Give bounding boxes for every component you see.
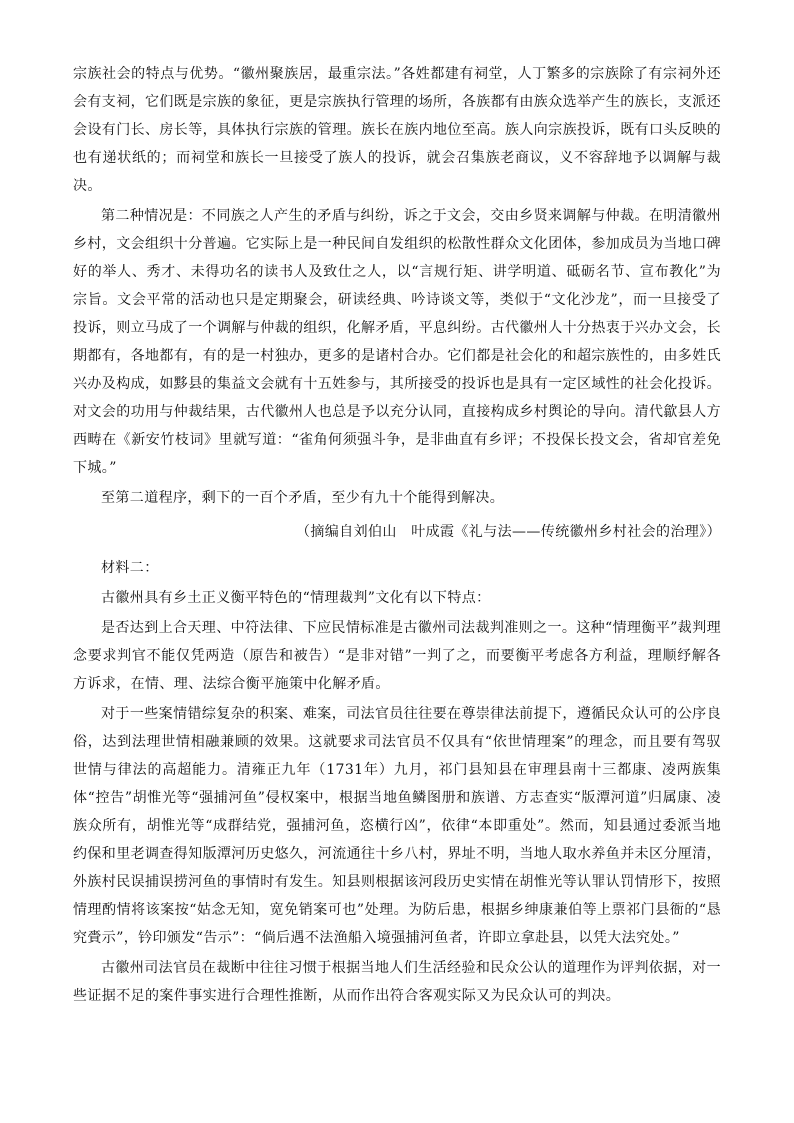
paragraph-second-procedure: 至第二道程序，剩下的一百个矛盾，至少有九十个能得到解决。 xyxy=(101,490,505,506)
paragraph-wenhui: 第二种情况是：不同族之人产生的矛盾与纠纷，诉之于文会，交由乡贤来调解与仲裁。在明清徽州乡村，文会组织十分普遍。它实际上是一种民间自发组织的松散性群众文化团体，参加成员为当地口碑好的举人、秀才、未得功名的读书人及致仕之人，以“言规行矩、讲学明道、砥砺名节、宣布教化”为宗旨。文会平常的活动也只是定期聚会，研读经典、吟诗谈文等，类似于“文化沙龙”，而一旦接受了投诉，则立马成了一个调解与仲裁的组织，化解矛盾，平息纠纷。古代徽州人十分热衷于兴办文会，长期都有，各地都有，有的是一村独办，更多的是诸村合办。它们都是社会化的和超宗族性的，由多姓氏兴办及构成，如黟县的集益文会就有十五姓参与，其所接受的投诉也是具有一定区域性的社会化投诉。对文会的功用与仲裁结果，古代徽州人也总是予以充分认同，直接构成乡村舆论的导向。清代歙县人方西畴在《新安竹枝词》里就写道：“雀角何须强斗争，是非曲直有乡评；不投保长投文会，省却官差免下城。” xyxy=(73,208,721,476)
material-two-heading: 材料二： xyxy=(101,560,159,576)
paragraph-clan-society: 宗族社会的特点与优势。“徽州聚族居，最重宗法。”各姓都建有祠堂，人丁繁多的宗族除了有宗祠外还会有支祠，它们既是宗族的象征，更是宗族执行管理的场所，各族都有由族众选举产生的族长，支派还会设有门长、房长等，具体执行宗族的管理。族长在族内地位至高。族人向宗族投诉，既有口头反映的也有递状纸的；而祠堂和族长一旦接受了族人的投诉，就会召集族老商议，义不容辞地予以调解与裁决。 xyxy=(73,66,721,194)
document-page xyxy=(73,60,721,1012)
paragraph-conclusion: 古徽州司法官员在裁断中往往习惯于根据当地人们生活经验和民众公认的道理作为评判依据，对一些证据不足的案件事实进行合理性推断，从而作出符合客观实际又为民众认可的判决。 xyxy=(73,960,721,1004)
paragraph-case-example: 对于一些案情错综复杂的积案、难案，司法官员往往要在尊崇律法前提下，遵循民众认可的公序良俗，达到法理世情相融兼顾的效果。这就要求司法官员不仅具有“依世情理案”的理念，而且要有驾驭世情与律法的高超能力。清雍正九年（1731年）九月，祁门县知县在审理县南十三都康、凌两族集体“控告”胡惟光等“强捕河鱼”侵权案中，根据当地鱼鳞图册和族谱、方志查实“版潭河道”归属康、凌族众所有，胡惟光等“成群结党，强捕河鱼，恣横行凶”，依律“本即重处”。然而，知县通过委派当地约保和里老调查得知版潭河历史悠久，河流通往十乡八村，界址不明，当地人取水养鱼并未区分厘清，外族村民误捕误捞河鱼的事情时有发生。知县则根据该河段历史实情在胡惟光等认罪认罚情形下，按照情理酌情将该案按“姑念无知，宽免销案可也”处理。为防后患，根据乡绅康兼伯等上票祁门县衙的“恳究賫示”，钤印颁发“告示”：“倘后遇不法渔船入境强捕河鱼者，许即立拿赴县，以凭大法究处。” xyxy=(73,706,721,946)
source-citation: （摘编自刘伯山 叶成霞《礼与法——传统徽州乡村社会的治理》） xyxy=(296,524,721,540)
paragraph-qingli-standard: 是否达到上合天理、中符法律、下应民情标准是古徽州司法裁判准则之一。这种“情理衡平”裁判理念要求判官不能仅凭两造（原告和被告）“是非对错”一判了之，而要衡平考虑各方利益，理顺纾解各方诉求，在情、理、法综合衡平施策中化解矛盾。 xyxy=(73,620,721,692)
paragraph-qingli-intro: 古徽州具有乡土正义衡平特色的“情理裁判”文化有以下特点： xyxy=(101,590,491,606)
